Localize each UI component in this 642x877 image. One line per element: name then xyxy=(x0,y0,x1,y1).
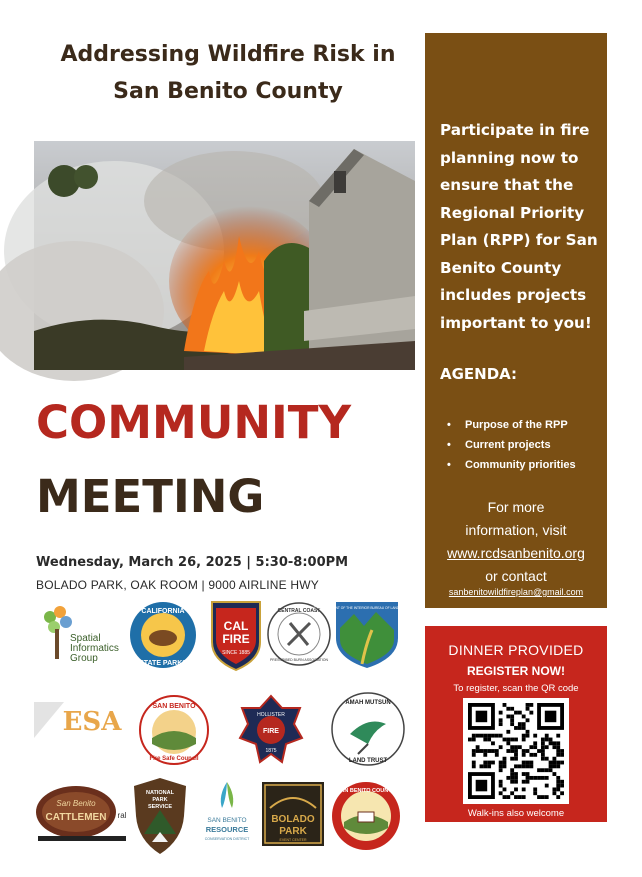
svg-text:CENTRAL COAST: CENTRAL COAST xyxy=(277,608,321,614)
svg-text:CALIFORNIA: CALIFORNIA xyxy=(141,608,185,615)
svg-text:Informatics: Informatics xyxy=(70,643,119,654)
bolado-park-logo xyxy=(262,782,324,846)
svg-text:SAN BENITO: SAN BENITO xyxy=(152,703,196,710)
dinner-label: DINNER PROVIDED xyxy=(448,642,584,658)
amah-mutsun-land-trust-logo xyxy=(328,690,408,768)
svg-text:LAND TRUST: LAND TRUST xyxy=(348,758,388,764)
svg-text:PRESCRIBED BURN ASSOCIATION: PRESCRIBED BURN ASSOCIATION xyxy=(269,658,329,662)
meeting-heading: MEETING xyxy=(36,470,265,523)
california-state-parks-logo xyxy=(128,600,198,670)
qr-code-icon xyxy=(468,703,564,799)
prescribed-burn-association-logo xyxy=(266,601,332,667)
more-info xyxy=(425,496,607,588)
fire-safe-council-logo xyxy=(138,694,210,766)
svg-text:ral: ral xyxy=(117,811,127,820)
svg-text:U.S. DEPARTMENT OF THE INTERIO: U.S. DEPARTMENT OF THE INTERIOR BUREAU OF LAND MANAGEMENT xyxy=(310,606,424,610)
info-panel xyxy=(425,33,607,608)
esa-logo xyxy=(34,702,130,742)
svg-text:CAL: CAL xyxy=(223,619,249,633)
san-benito-cattlemen-logo xyxy=(34,784,134,842)
agenda-list xyxy=(447,415,576,475)
dinner-panel xyxy=(425,626,607,822)
svg-text:SAN BENITO: SAN BENITO xyxy=(207,817,247,824)
svg-text:SAN BENITO COUNTY: SAN BENITO COUNTY xyxy=(336,788,396,794)
agenda-item: • Current projects xyxy=(447,435,576,455)
more-info-line-2: information, visit xyxy=(465,522,567,538)
title-line-1: Addressing Wildfire Risk in xyxy=(60,42,396,67)
svg-text:AMAH MUTSUN: AMAH MUTSUN xyxy=(345,700,391,706)
more-info-line-1: For more xyxy=(487,499,545,515)
call-to-action: Participate in fire planning now to ensure that the Regional Priority Plan (RPP) for San Benito County includes projects important to you! xyxy=(440,121,598,332)
event-venue: BOLADO PARK, OAK ROOM | 9000 AIRLINE HWY xyxy=(36,578,319,592)
hollister-fire-logo xyxy=(238,694,304,766)
svg-text:NATIONAL: NATIONAL xyxy=(145,790,175,796)
svg-text:SINCE 1885: SINCE 1885 xyxy=(222,650,250,656)
or-contact: or contact xyxy=(485,568,547,584)
svg-text:FIRE: FIRE xyxy=(222,632,250,646)
blm-logo xyxy=(310,598,424,670)
svg-text:ESA: ESA xyxy=(62,707,122,737)
svg-text:RESOURCE: RESOURCE xyxy=(205,825,249,834)
website-link[interactable]: www.rcdsanbenito.org xyxy=(447,545,585,561)
svg-text:CONSERVATION DISTRICT: CONSERVATION DISTRICT xyxy=(204,837,250,841)
svg-text:Group: Group xyxy=(70,653,98,664)
resource-conservation-district-logo xyxy=(196,778,258,846)
svg-text:SERVICE: SERVICE xyxy=(147,804,173,810)
svg-text:FIRE: FIRE xyxy=(263,728,279,735)
community-heading: COMMUNITY xyxy=(36,396,352,449)
scan-instructions: To register, scan the QR code xyxy=(453,683,579,694)
register-label: REGISTER NOW! xyxy=(467,664,565,678)
spatial-informatics-logo xyxy=(36,603,120,665)
svg-text:HOLLISTER: HOLLISTER xyxy=(257,712,285,718)
svg-text:BOLADO: BOLADO xyxy=(271,814,315,825)
walkins-label: Walk-ins also welcome xyxy=(467,808,565,819)
svg-text:PARK: PARK xyxy=(279,826,307,837)
event-date: Wednesday, March 26, 2025 | 5:30-8:00PM xyxy=(36,555,349,570)
svg-text:San Benito: San Benito xyxy=(56,799,96,808)
agenda-title: AGENDA: xyxy=(440,365,518,383)
wildfire-photo xyxy=(34,141,415,370)
email-link[interactable]: sanbenitowildfireplan@gmail.com xyxy=(448,587,584,597)
svg-text:Fire Safe Council: Fire Safe Council xyxy=(149,756,199,762)
san-benito-county-seal xyxy=(330,780,402,852)
qr-code[interactable] xyxy=(463,698,569,804)
page-title xyxy=(34,36,422,110)
cal-fire-logo xyxy=(208,598,264,672)
svg-text:PARK: PARK xyxy=(152,797,168,803)
title-line-2: San Benito County xyxy=(113,79,343,104)
svg-text:EVENT CENTER: EVENT CENTER xyxy=(279,838,307,842)
svg-text:Spatial: Spatial xyxy=(70,633,101,644)
agenda-item: • Community priorities xyxy=(447,455,576,475)
svg-text:CATTLEMEN: CATTLEMEN xyxy=(45,812,107,823)
agenda-item: • Purpose of the RPP xyxy=(447,415,576,435)
svg-text:STATE PARKS: STATE PARKS xyxy=(139,660,187,667)
national-park-service-logo xyxy=(130,776,190,856)
svg-text:1875: 1875 xyxy=(265,748,277,754)
